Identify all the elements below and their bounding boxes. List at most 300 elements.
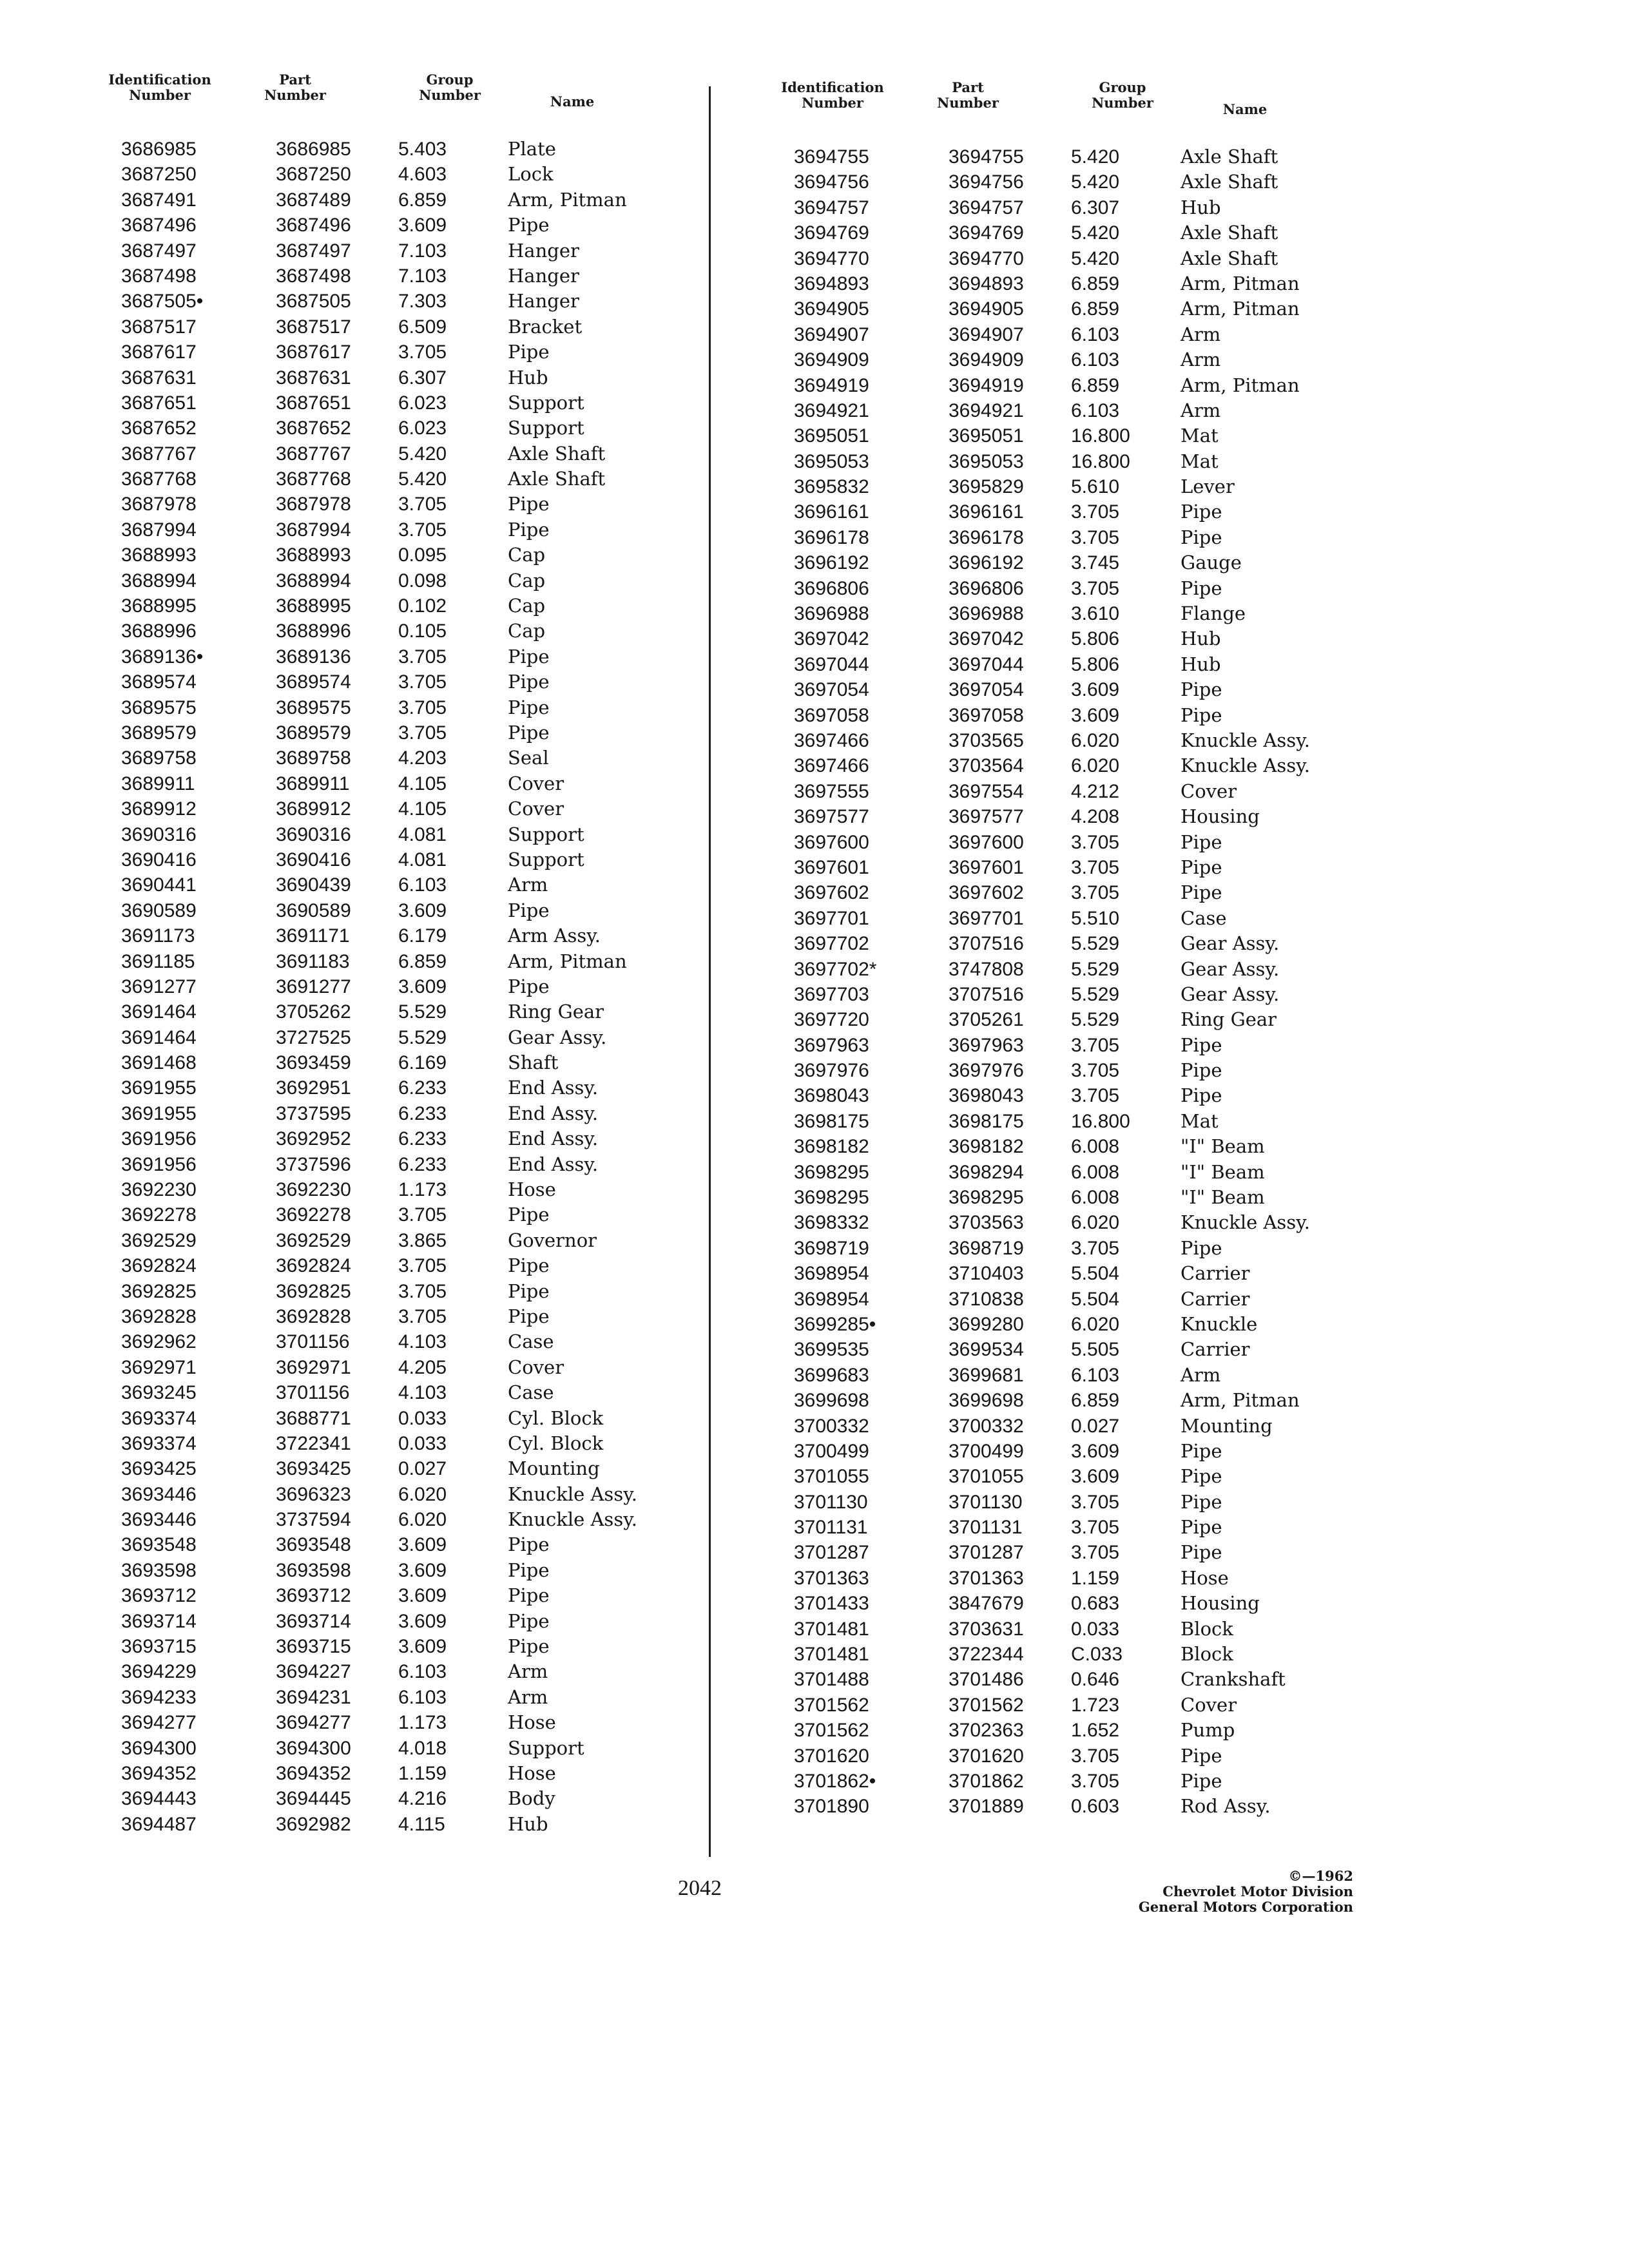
table-row <box>95 1685 688 1710</box>
part-name: Bracket <box>508 315 583 338</box>
part-number: 3687768 <box>276 468 351 490</box>
part-number: 3698182 <box>949 1136 1024 1158</box>
part-number: 3694756 <box>949 171 1024 193</box>
part-number: 3690416 <box>276 849 351 870</box>
group-number: 5.420 <box>398 443 447 465</box>
part-name: Pipe <box>1181 1236 1222 1259</box>
part-name: Support <box>508 417 584 439</box>
part-name: "I" Beam <box>1181 1135 1265 1158</box>
table-row <box>95 416 688 441</box>
table-row <box>768 1185 1361 1210</box>
identification-number: 3692824 <box>121 1255 197 1277</box>
part-name: Block <box>1181 1643 1233 1666</box>
identification-number: 3687491 <box>121 189 197 211</box>
group-number: 3.705 <box>398 519 447 541</box>
identification-number: 3696178 <box>794 526 869 548</box>
part-name: Governor <box>508 1229 597 1251</box>
identification-number: 3688996 <box>121 620 197 642</box>
group-number: 6.020 <box>1071 729 1120 751</box>
part-name: Hub <box>508 366 548 389</box>
part-number: 3695829 <box>949 476 1024 498</box>
table-row <box>768 1312 1361 1337</box>
table-row <box>95 1075 688 1100</box>
part-name: Pipe <box>508 671 550 693</box>
identification-number: 3700332 <box>794 1415 869 1437</box>
identification-number: 3691468 <box>121 1052 197 1074</box>
part-name: Pipe <box>508 1635 550 1658</box>
identification-number: 3699535 <box>794 1339 869 1361</box>
group-number: 6.233 <box>398 1077 447 1099</box>
table-row <box>95 1050 688 1075</box>
table-row <box>95 695 688 720</box>
part-name: Hanger <box>508 290 579 312</box>
part-number: 3693712 <box>276 1585 351 1607</box>
group-number: 4.105 <box>398 773 447 794</box>
table-row <box>768 652 1361 677</box>
group-number: 6.008 <box>1071 1136 1120 1158</box>
table-row <box>95 1710 688 1735</box>
part-name: Pipe <box>1181 856 1222 878</box>
table-row <box>768 398 1361 423</box>
table-row <box>768 246 1361 271</box>
identification-number: 3687250 <box>121 164 197 186</box>
part-number: 3688996 <box>276 620 351 642</box>
page-number: 2042 <box>678 1876 722 1900</box>
group-number: 5.510 <box>1071 907 1120 929</box>
part-number: 3689575 <box>276 697 351 718</box>
part-name: Pipe <box>1181 577 1222 599</box>
table-row <box>768 1744 1361 1769</box>
part-name: Shaft <box>508 1052 559 1074</box>
part-number: 3696161 <box>949 501 1024 523</box>
part-name: Pipe <box>508 214 550 236</box>
group-number: 4.603 <box>398 164 447 186</box>
group-number: 3.705 <box>1071 1491 1120 1513</box>
group-number: 3.705 <box>1071 501 1120 523</box>
group-number: 5.529 <box>1071 958 1120 980</box>
group-number: 3.705 <box>398 1305 447 1327</box>
group-number: 5.420 <box>1071 222 1120 244</box>
identification-number: 3691955 <box>121 1077 197 1099</box>
part-name: Pump <box>1181 1719 1235 1742</box>
table-row <box>95 1812 688 1837</box>
table-row <box>95 1583 688 1608</box>
group-number: 6.023 <box>398 392 447 414</box>
group-number-header: Group Number <box>419 72 481 103</box>
part-number: 3689911 <box>276 773 350 794</box>
identification-number: 3694487 <box>121 1813 197 1835</box>
group-number: 0.033 <box>398 1432 447 1454</box>
part-number: 3692278 <box>276 1204 351 1226</box>
part-name: Hose <box>508 1178 556 1201</box>
table-row <box>95 999 688 1024</box>
part-name: Axle Shaft <box>1181 171 1278 193</box>
identification-number: 3697466 <box>794 729 869 751</box>
table-row <box>768 1109 1361 1134</box>
identification-number: 3691955 <box>121 1102 197 1124</box>
group-number: 5.529 <box>1071 1009 1120 1031</box>
table-row <box>768 601 1361 626</box>
group-number: 5.420 <box>398 468 447 490</box>
table-row <box>95 1609 688 1634</box>
part-name: Crankshaft <box>1181 1668 1286 1691</box>
group-number: 3.705 <box>1071 856 1120 878</box>
part-number: 3694352 <box>276 1763 351 1784</box>
table-row <box>768 271 1361 296</box>
group-number: 6.008 <box>1071 1161 1120 1183</box>
part-number: 3702363 <box>949 1720 1024 1742</box>
identification-number: 3694233 <box>121 1686 197 1708</box>
table-row <box>768 957 1361 982</box>
part-number: 3707516 <box>949 933 1024 955</box>
group-number: 6.103 <box>1071 1364 1120 1386</box>
part-name: Cover <box>508 1356 564 1378</box>
group-number: 3.610 <box>1071 603 1120 625</box>
table-row <box>95 162 688 187</box>
table-row <box>95 1025 688 1050</box>
part-number: 3701363 <box>949 1567 1024 1589</box>
part-name: Arm, Pitman <box>1181 298 1300 320</box>
group-number: 16.800 <box>1071 450 1130 472</box>
identification-number: 3692962 <box>121 1331 197 1353</box>
part-name: Arm Assy. <box>508 925 601 947</box>
part-name: "I" Beam <box>1181 1186 1265 1209</box>
table-row <box>95 340 688 365</box>
group-number: 4.203 <box>398 747 447 769</box>
identification-number: 3701130 <box>794 1491 868 1513</box>
table-row <box>768 1083 1361 1108</box>
part-name: Pipe <box>508 1559 550 1581</box>
table-row <box>95 466 688 492</box>
identification-number: 3701862• <box>794 1771 876 1792</box>
table-row <box>768 1058 1361 1083</box>
part-number: 3692828 <box>276 1305 351 1327</box>
part-number: 3687651 <box>276 392 351 414</box>
table-row <box>768 373 1361 398</box>
table-row <box>95 1406 688 1431</box>
part-name: Housing <box>1181 1592 1260 1615</box>
part-name: Mat <box>1181 425 1219 447</box>
table-row <box>768 474 1361 499</box>
table-row <box>95 289 688 314</box>
part-name: Knuckle Assy. <box>508 1508 637 1531</box>
group-number: 1.159 <box>398 1763 447 1784</box>
left-parts-table <box>95 72 688 1837</box>
part-name: Pipe <box>508 1254 550 1277</box>
part-name: Gear Assy. <box>1181 983 1280 1005</box>
part-number: 3692825 <box>276 1280 351 1302</box>
part-name: End Assy. <box>508 1153 599 1175</box>
identification-number: 3697702* <box>794 958 877 980</box>
identification-number: 3694277 <box>121 1712 197 1734</box>
part-number: 3727525 <box>276 1026 351 1048</box>
table-row <box>768 169 1361 195</box>
part-number: 3697054 <box>949 679 1024 701</box>
identification-number: 3688995 <box>121 595 197 617</box>
group-number: 3.609 <box>1071 704 1120 726</box>
table-row <box>95 137 688 162</box>
group-number: 3.705 <box>1071 1085 1120 1107</box>
part-number: 3696323 <box>276 1483 351 1505</box>
identification-number: 3699285• <box>794 1313 876 1335</box>
part-number: 3698175 <box>949 1110 1024 1132</box>
part-name: Body <box>508 1787 555 1810</box>
table-row <box>95 1507 688 1532</box>
part-name: Seal <box>508 747 549 769</box>
table-row <box>95 1101 688 1126</box>
part-name: Arm <box>1181 1363 1221 1386</box>
identification-number: 3694756 <box>794 171 869 193</box>
part-name: Knuckle Assy. <box>1181 754 1310 777</box>
table-row <box>768 220 1361 245</box>
table-row <box>768 728 1361 753</box>
part-name: Ring Gear <box>1181 1008 1277 1031</box>
group-number: 6.103 <box>398 1686 447 1708</box>
identification-number: 3688994 <box>121 570 197 591</box>
identification-number: 3697602 <box>794 882 869 904</box>
part-name: Case <box>508 1381 554 1404</box>
part-number: 3697577 <box>949 806 1024 828</box>
identification-number: 3687768 <box>121 468 197 490</box>
group-number: 0.095 <box>398 544 447 566</box>
identification-number: 3689574 <box>121 671 197 693</box>
identification-number: 3694229 <box>121 1661 197 1683</box>
part-number: 3696988 <box>949 603 1024 625</box>
identification-number: 3701131 <box>794 1517 868 1539</box>
identification-number: 3698295 <box>794 1161 869 1183</box>
part-name: Pipe <box>1181 526 1222 548</box>
table-row <box>768 1287 1361 1312</box>
part-name: Pipe <box>1181 1770 1222 1792</box>
identification-number: 3697058 <box>794 704 869 726</box>
part-name: Lever <box>1181 476 1235 498</box>
identification-number: 3694909 <box>794 349 869 371</box>
group-number: 1.159 <box>1071 1567 1120 1589</box>
group-number: 4.208 <box>1071 806 1120 828</box>
identification-number: 3698954 <box>794 1263 869 1285</box>
part-name: Carrier <box>1181 1287 1250 1310</box>
group-number: 3.705 <box>1071 577 1120 599</box>
group-number: 5.806 <box>1071 653 1120 675</box>
part-number: 3693714 <box>276 1610 351 1632</box>
group-number: 0.027 <box>398 1458 447 1480</box>
group-number: 6.103 <box>398 874 447 896</box>
group-number: 5.403 <box>398 139 447 160</box>
part-number: 3687489 <box>276 189 351 211</box>
part-number: 3687631 <box>276 367 351 389</box>
part-number: 3737595 <box>276 1102 351 1124</box>
identification-number: 3692971 <box>121 1356 197 1378</box>
part-number: 3690439 <box>276 874 351 896</box>
corporation-line: General Motors Corporation <box>1138 1899 1353 1915</box>
group-number: 6.008 <box>1071 1187 1120 1209</box>
group-number: 3.609 <box>398 1610 447 1632</box>
identification-number: 3691185 <box>121 950 195 972</box>
group-number: 4.081 <box>398 823 447 845</box>
group-number: 3.609 <box>1071 1440 1120 1462</box>
table-row <box>768 1490 1361 1515</box>
part-number: 3700332 <box>949 1415 1024 1437</box>
group-number: 3.705 <box>398 646 447 668</box>
table-row <box>95 720 688 745</box>
part-number: 3694445 <box>276 1788 351 1810</box>
part-number: 3687496 <box>276 215 351 236</box>
group-number: 1.652 <box>1071 1720 1120 1742</box>
part-name: Cover <box>1181 780 1237 802</box>
part-number: 3701620 <box>949 1745 1024 1767</box>
part-number: 3699280 <box>949 1313 1024 1335</box>
identification-number: 3691956 <box>121 1128 197 1150</box>
part-number: 3701156 <box>276 1331 350 1353</box>
part-number: 3692529 <box>276 1229 351 1251</box>
left-header-row <box>95 72 688 137</box>
table-row <box>95 1659 688 1684</box>
part-number: 3694755 <box>949 146 1024 168</box>
identification-number: 3701562 <box>794 1720 869 1742</box>
identification-number: 3697577 <box>794 806 869 828</box>
identification-number: 3701433 <box>794 1593 869 1615</box>
part-name: Gear Assy. <box>1181 957 1280 980</box>
group-number: 3.609 <box>398 975 447 997</box>
group-number: 4.115 <box>398 1813 445 1835</box>
group-number: 3.705 <box>398 1255 447 1277</box>
part-name: Mat <box>1181 450 1219 472</box>
identification-number: 3697702 <box>794 933 869 955</box>
part-number: 3694905 <box>949 298 1024 320</box>
table-row <box>768 753 1361 778</box>
identification-number: 3693712 <box>121 1585 197 1607</box>
part-number: 3696806 <box>949 577 1024 599</box>
identification-number: 3693425 <box>121 1458 197 1480</box>
table-row <box>95 872 688 898</box>
part-name: End Assy. <box>508 1077 599 1099</box>
group-number: 0.603 <box>1071 1796 1120 1818</box>
part-name: Support <box>508 848 584 870</box>
table-row <box>95 1329 688 1354</box>
part-name: Axle Shaft <box>1181 247 1278 269</box>
table-row <box>768 1769 1361 1794</box>
part-number: 3687250 <box>276 164 351 186</box>
part-number: 3693598 <box>276 1559 351 1581</box>
identification-number-header: Identification Number <box>108 72 211 103</box>
table-row <box>768 855 1361 880</box>
part-number: 3694769 <box>949 222 1024 244</box>
identification-number: 3694907 <box>794 323 869 345</box>
part-number: 3747808 <box>949 958 1024 980</box>
identification-number: 3689758 <box>121 747 197 769</box>
part-name: Knuckle Assy. <box>1181 1211 1310 1234</box>
part-number: 3697601 <box>949 856 1024 878</box>
part-number: 3687505 <box>276 291 351 312</box>
part-number: 3697602 <box>949 882 1024 904</box>
part-number: 3694227 <box>276 1661 351 1683</box>
part-name: Case <box>1181 907 1227 929</box>
identification-number: 3687517 <box>121 316 197 338</box>
part-name: Hose <box>508 1762 556 1784</box>
table-row <box>768 322 1361 347</box>
group-number: 3.745 <box>1071 552 1120 574</box>
part-number: 3692982 <box>276 1813 351 1835</box>
part-number: 3687497 <box>276 240 351 262</box>
part-number: 3722341 <box>276 1432 351 1454</box>
identification-number: 3696806 <box>794 577 869 599</box>
part-number: 3690589 <box>276 899 351 921</box>
part-name: Hose <box>508 1711 556 1734</box>
table-row <box>95 1786 688 1811</box>
left-rows <box>95 137 688 1837</box>
table-row <box>95 1431 688 1456</box>
table-row <box>95 314 688 340</box>
part-name: Arm, Pitman <box>1181 374 1300 396</box>
table-row <box>768 830 1361 855</box>
identification-number: 3689911 <box>121 773 195 794</box>
group-number: 0.683 <box>1071 1593 1120 1615</box>
group-number: 4.212 <box>1071 780 1120 802</box>
part-name: Pipe <box>508 1533 550 1556</box>
copyright-footer <box>1070 1869 1353 1915</box>
part-number: 3698294 <box>949 1161 1024 1183</box>
group-number: 0.027 <box>1071 1415 1120 1437</box>
group-number: 16.800 <box>1071 425 1130 447</box>
part-number: 3737594 <box>276 1509 351 1531</box>
group-number: 4.205 <box>398 1356 447 1378</box>
table-row <box>768 1591 1361 1616</box>
part-number: 3692230 <box>276 1179 351 1201</box>
group-number: 0.105 <box>398 620 447 642</box>
identification-number: 3701363 <box>794 1567 869 1589</box>
part-number: 3701486 <box>949 1669 1024 1691</box>
part-number: 3687767 <box>276 443 351 465</box>
part-name: Arm <box>1181 399 1221 421</box>
table-row <box>95 213 688 238</box>
part-number: 3687517 <box>276 316 351 338</box>
identification-number: 3690589 <box>121 899 197 921</box>
identification-number: 3693715 <box>121 1636 197 1658</box>
identification-number: 3690441 <box>121 874 197 896</box>
group-number: 6.509 <box>398 316 447 338</box>
part-name: Pipe <box>1181 1516 1222 1539</box>
part-number: 3698295 <box>949 1187 1024 1209</box>
part-name: Pipe <box>508 696 550 718</box>
identification-number-header: Identification Number <box>781 79 884 111</box>
part-name: Hose <box>1181 1566 1229 1589</box>
table-row <box>768 1667 1361 1692</box>
table-row <box>768 906 1361 931</box>
table-row <box>768 1794 1361 1819</box>
identification-number: 3693714 <box>121 1610 197 1632</box>
identification-number: 3698182 <box>794 1136 869 1158</box>
part-name: Hanger <box>508 264 579 287</box>
part-number: 3701889 <box>949 1796 1024 1818</box>
group-number: 6.103 <box>1071 399 1120 421</box>
part-number: 3687617 <box>276 341 351 363</box>
part-number: 3703565 <box>949 729 1024 751</box>
group-number: 0.098 <box>398 570 447 591</box>
table-row <box>95 1558 688 1583</box>
part-number: 3701562 <box>949 1694 1024 1716</box>
identification-number: 3687652 <box>121 418 197 439</box>
part-name: Knuckle Assy. <box>1181 729 1310 751</box>
part-name: Cyl. Block <box>508 1407 604 1429</box>
group-number: 5.529 <box>398 1026 447 1048</box>
part-number: 3697976 <box>949 1060 1024 1082</box>
identification-number: 3691464 <box>121 1026 197 1048</box>
group-number: 6.020 <box>1071 1212 1120 1234</box>
table-row <box>95 1279 688 1304</box>
table-row <box>95 771 688 796</box>
table-row <box>768 1160 1361 1185</box>
group-number: 3.705 <box>398 671 447 693</box>
